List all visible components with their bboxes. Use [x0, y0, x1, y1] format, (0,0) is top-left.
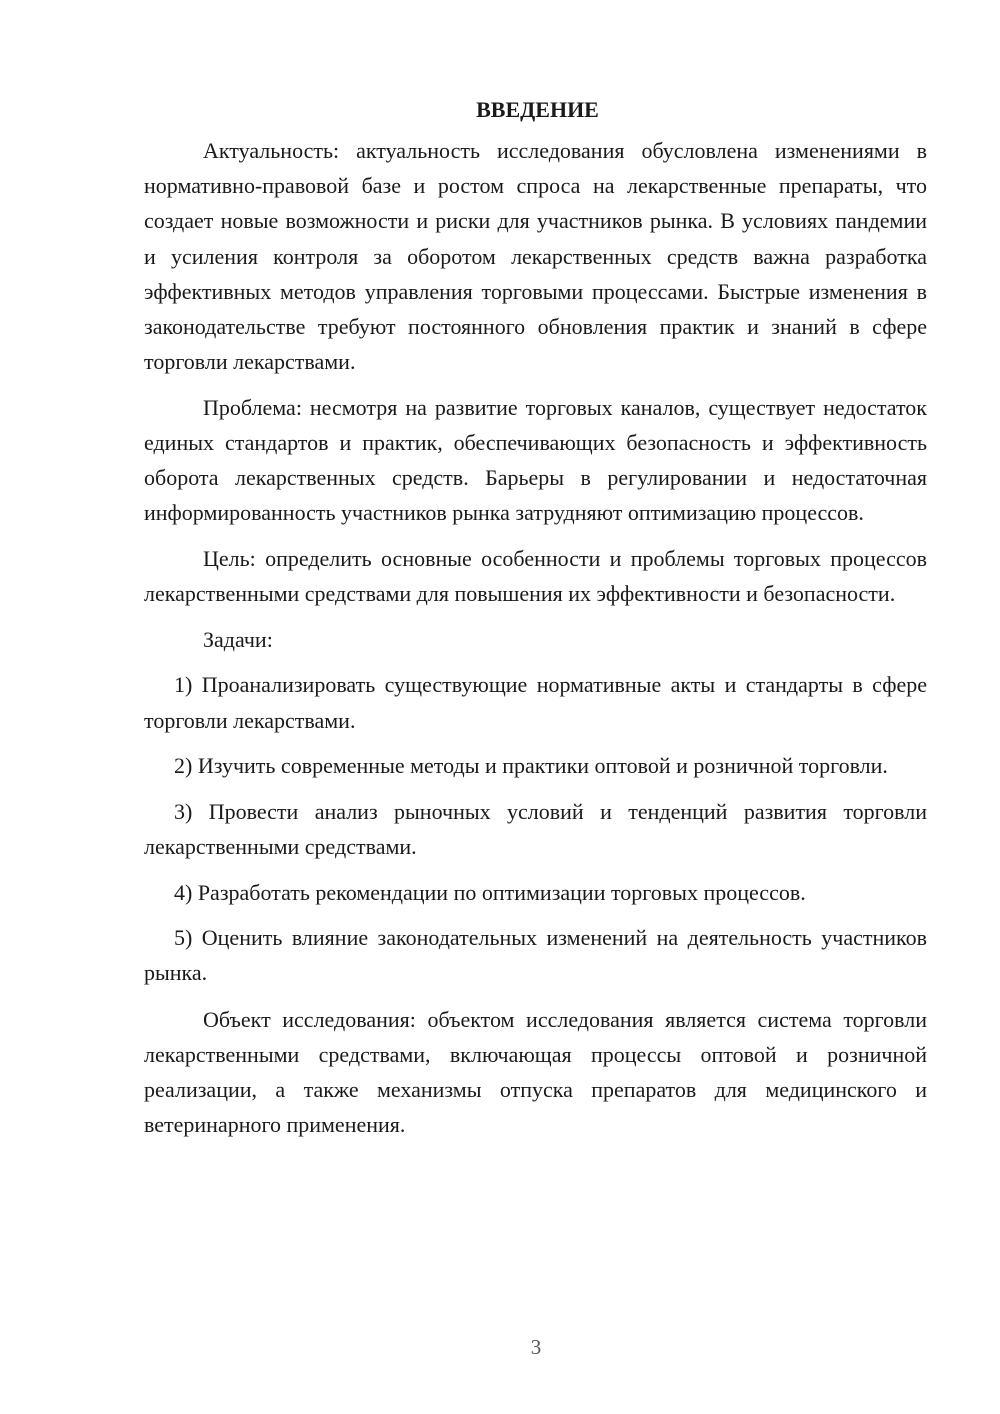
- goal-paragraph: Цель: определить основные особенности и проблемы торговых процессов лекарственными средствами для повышения их эффективности и безопасности.: [144, 546, 927, 607]
- task-item-4: 4) Разработать рекомендации по оптимизации торговых процессов.: [174, 879, 806, 905]
- problem-paragraph: Проблема: несмотря на развитие торговых каналов, существует недостаток единых стандартов и практик, обеспечивающих безопасность и эффективность оборота лекарственных средств. Барьеры в регулировании и недостаточная информированность участников рынка затрудняют оптимизацию процессов.: [144, 394, 927, 526]
- task-item-5: 5) Оценить влияние законодательных изменений на деятельность участников рынка.: [144, 925, 927, 986]
- section-title: ВВЕДЕНИЕ: [476, 97, 599, 122]
- document-page: [144, 92, 927, 1142]
- page-number: 3: [530, 1335, 542, 1359]
- task-item-3: 3) Провести анализ рыночных условий и тенденций развития торговли лекарственными средствами.: [144, 798, 927, 859]
- relevance-paragraph: Актуальность: актуальность исследования обусловлена изменениями в нормативно-правовой базе и ростом спроса на лекарственные препараты, что создает новые возможности и риски для участников рынка. В условиях пандемии и усиления контроля за оборотом лекарственных средств важна разработка эффективных методов управления торговыми процессами. Быстрые изменения в законодательстве требуют постоянного обновления практик и знаний в сфере торговли лекарствами.: [144, 138, 927, 375]
- task-item-1: 1) Проанализировать существующие нормативные акты и стандарты в сфере торговли лекарствами.: [144, 672, 927, 733]
- tasks-heading: Задачи:: [203, 626, 273, 652]
- task-item-2: 2) Изучить современные методы и практики оптовой и розничной торговли.: [174, 753, 888, 779]
- object-paragraph: Объект исследования: объектом исследования является система торговли лекарственными средствами, включающая процессы оптовой и розничной реализации, а также механизмы отпуска препаратов для медицинского и ветеринарного применения.: [144, 1006, 927, 1138]
